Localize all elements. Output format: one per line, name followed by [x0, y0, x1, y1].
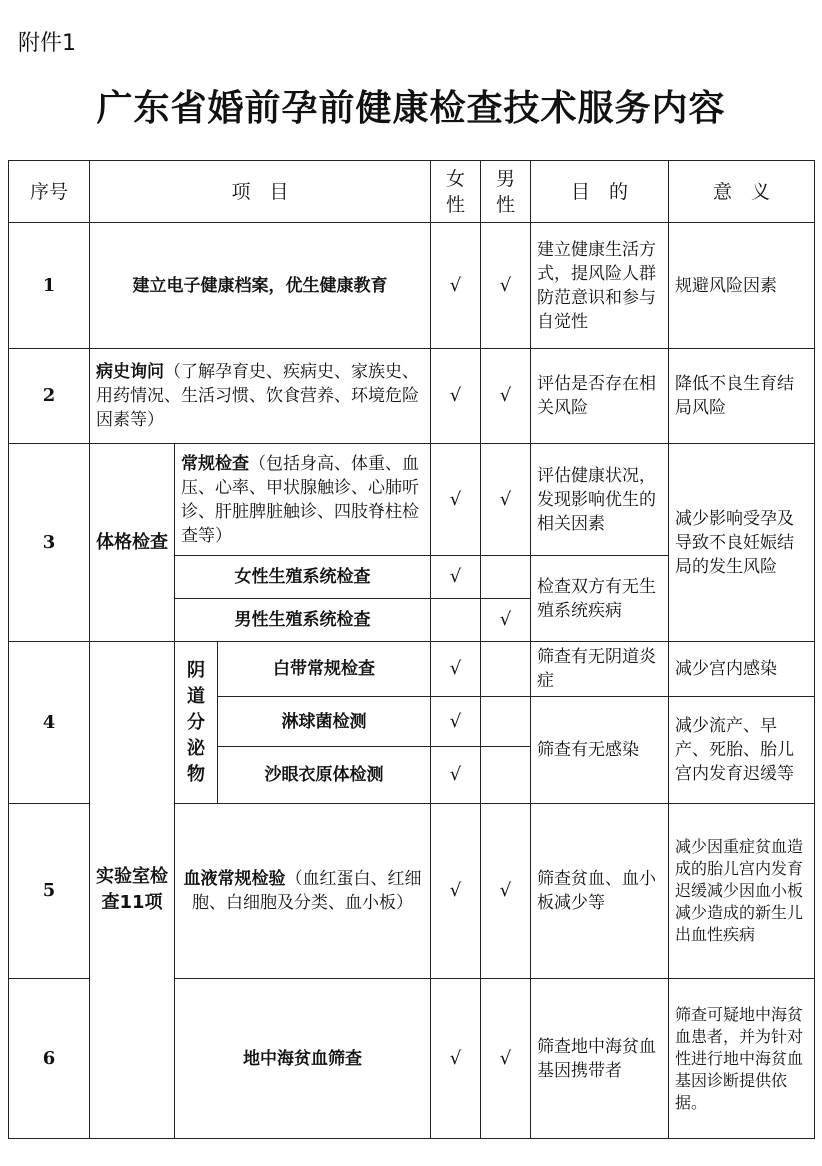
purpose-cell: 评估健康状况，发现影响优生的相关因素 — [531, 444, 669, 556]
male-empty — [481, 747, 531, 804]
item-bold: 常规检查 — [181, 453, 249, 474]
header-male-1: 男 — [496, 167, 516, 190]
row-number: 3 — [9, 444, 90, 642]
item-bold: 血液常规检验 — [183, 869, 286, 889]
male-check: √ — [481, 444, 531, 556]
male-check: √ — [481, 599, 531, 642]
header-female-2: 性 — [446, 193, 466, 216]
female-check: √ — [431, 979, 481, 1139]
header-female-1: 女 — [446, 167, 466, 190]
header-male — [481, 161, 531, 223]
item-bold: 病史询问 — [96, 362, 164, 382]
row-number: 6 — [9, 979, 90, 1139]
group-label: 体格检查 — [90, 444, 175, 642]
female-check: √ — [431, 223, 481, 349]
female-check: √ — [431, 642, 481, 697]
item-cell: 建立电子健康档案，优生健康教育 — [90, 223, 431, 349]
table-row — [9, 349, 815, 444]
item-cell: 女性生殖系统检查 — [175, 556, 431, 599]
row-number: 4 — [9, 642, 90, 804]
header-meaning: 意 义 — [669, 161, 815, 223]
item-detail: （了解孕育史、疾病史、家族史、用药情况、生活习惯、饮食营养、环境危险因素等） — [96, 362, 419, 430]
meaning-cell: 减少因重症贫血造成的胎儿宫内发育迟缓减少因血小板减少造成的新生儿出血性疾病 — [669, 804, 815, 979]
meaning-cell: 减少影响受孕及导致不良妊娠结局的发生风险 — [669, 444, 815, 642]
female-check: √ — [431, 556, 481, 599]
item-cell: 地中海贫血筛查 — [175, 979, 431, 1139]
female-check: √ — [431, 444, 481, 556]
meaning-cell: 规避风险因素 — [669, 223, 815, 349]
header-male-2: 性 — [496, 193, 516, 216]
male-check: √ — [481, 979, 531, 1139]
item-cell: 淋球菌检测 — [218, 697, 431, 747]
table-row — [9, 223, 815, 349]
row-number: 2 — [9, 349, 90, 444]
sub-group-label: 阴道分泌物 — [175, 642, 218, 804]
document-title: 广东省婚前孕前健康检查技术服务内容 — [96, 88, 726, 129]
female-check: √ — [431, 804, 481, 979]
table-row — [9, 444, 815, 556]
header-purpose: 目 的 — [531, 161, 669, 223]
purpose-cell: 筛查地中海贫血基因携带者 — [531, 979, 669, 1139]
table-row — [9, 642, 815, 697]
purpose-cell: 建立健康生活方式，提风险人群防范意识和参与自觉性 — [531, 223, 669, 349]
item-cell — [175, 804, 431, 979]
purpose-cell: 筛查有无阴道炎症 — [531, 642, 669, 697]
purpose-cell: 筛查贫血、血小板减少等 — [531, 804, 669, 979]
female-check: √ — [431, 697, 481, 747]
item-cell: 白带常规检查 — [218, 642, 431, 697]
header-row — [9, 161, 815, 223]
male-check: √ — [481, 349, 531, 444]
meaning-cell: 筛查可疑地中海贫血患者，并为针对性进行地中海贫血基因诊断提供依据。 — [669, 979, 815, 1139]
row-number: 1 — [9, 223, 90, 349]
service-content-table — [8, 160, 815, 1139]
male-check: √ — [481, 223, 531, 349]
male-empty — [481, 642, 531, 697]
male-empty — [481, 556, 531, 599]
header-item: 项 目 — [90, 161, 431, 223]
item-cell — [90, 349, 431, 444]
female-check: √ — [431, 349, 481, 444]
purpose-cell: 筛查有无感染 — [531, 697, 669, 804]
purpose-cell: 检查双方有无生殖系统疾病 — [531, 556, 669, 642]
attachment-label: 附件1 — [18, 31, 76, 56]
header-no: 序号 — [9, 161, 90, 223]
row-number: 5 — [9, 804, 90, 979]
item-cell: 沙眼衣原体检测 — [218, 747, 431, 804]
meaning-cell: 减少流产、早产、死胎、胎儿宫内发育迟缓等 — [669, 697, 815, 804]
item-cell: 男性生殖系统检查 — [175, 599, 431, 642]
meaning-cell: 减少宫内感染 — [669, 642, 815, 697]
item-detail: （包括身高、体重、血压、心率、甲状腺触诊、心肺听诊、肝脏脾脏触诊、四肢脊柱检查等） — [181, 453, 419, 546]
purpose-cell: 评估是否存在相关风险 — [531, 349, 669, 444]
header-female — [431, 161, 481, 223]
female-empty — [431, 599, 481, 642]
female-check: √ — [431, 747, 481, 804]
male-empty — [481, 697, 531, 747]
item-detail: （血红蛋白、红细胞、白细胞及分类、血小板） — [192, 869, 422, 913]
male-check: √ — [481, 804, 531, 979]
item-cell — [175, 444, 431, 556]
meaning-cell: 降低不良生育结局风险 — [669, 349, 815, 444]
lab-group-label: 实验室检查11项 — [90, 642, 175, 1139]
